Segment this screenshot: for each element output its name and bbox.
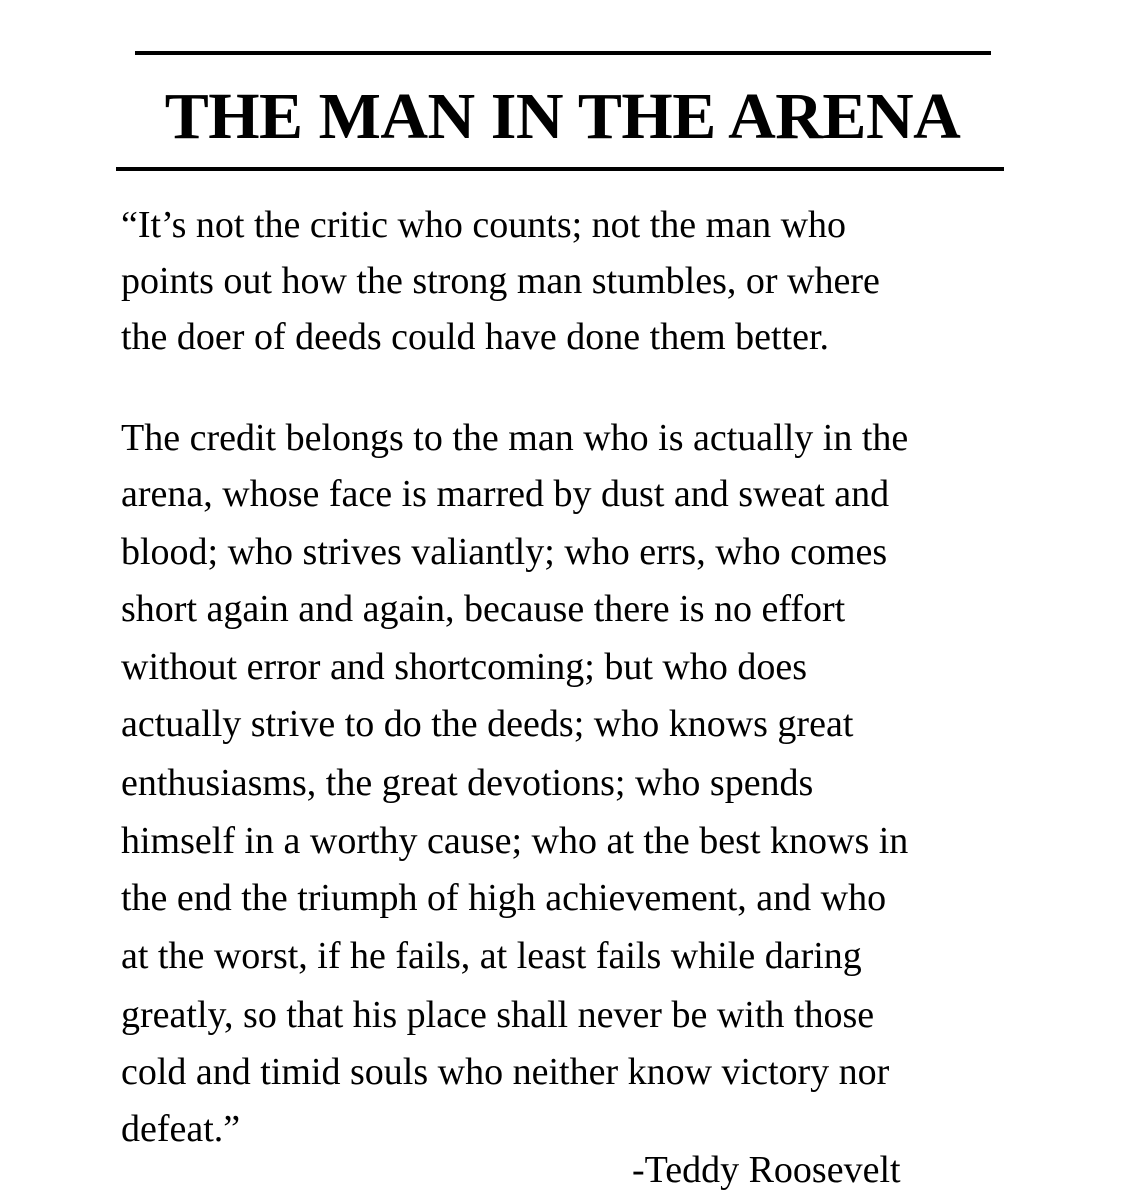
quote-line: at the worst, if he fails, at least fails while daring — [121, 935, 862, 977]
quote-attribution: -Teddy Roosevelt — [632, 1149, 901, 1191]
quote-line: arena, whose face is marred by dust and sweat and — [121, 473, 890, 515]
quote-line: cold and timid souls who neither know victory nor — [121, 1051, 890, 1093]
quote-line: short again and again, because there is no effort — [121, 588, 846, 630]
quote-line: the end the triumph of high achievement, and who — [121, 877, 887, 919]
title-top-rule — [135, 51, 991, 55]
quote-line: “It’s not the critic who counts; not the man who — [121, 204, 847, 246]
quote-line: points out how the strong man stumbles, or where — [121, 260, 880, 302]
page-title: THE MAN IN THE ARENA — [164, 80, 961, 153]
title-bottom-rule — [116, 167, 1004, 171]
quote-line: himself in a worthy cause; who at the best knows in — [121, 820, 909, 862]
quote-line: The credit belongs to the man who is actually in the — [121, 417, 909, 459]
quote-line: defeat.” — [121, 1108, 241, 1150]
quote-line: without error and shortcoming; but who does — [121, 646, 808, 688]
quote-line: the doer of deeds could have done them better. — [121, 316, 830, 358]
quote-line: greatly, so that his place shall never be with those — [121, 994, 875, 1036]
quote-line: blood; who strives valiantly; who errs, who comes — [121, 531, 888, 573]
quote-line: actually strive to do the deeds; who knows great — [121, 703, 854, 745]
quote-line: enthusiasms, the great devotions; who spends — [121, 762, 814, 804]
